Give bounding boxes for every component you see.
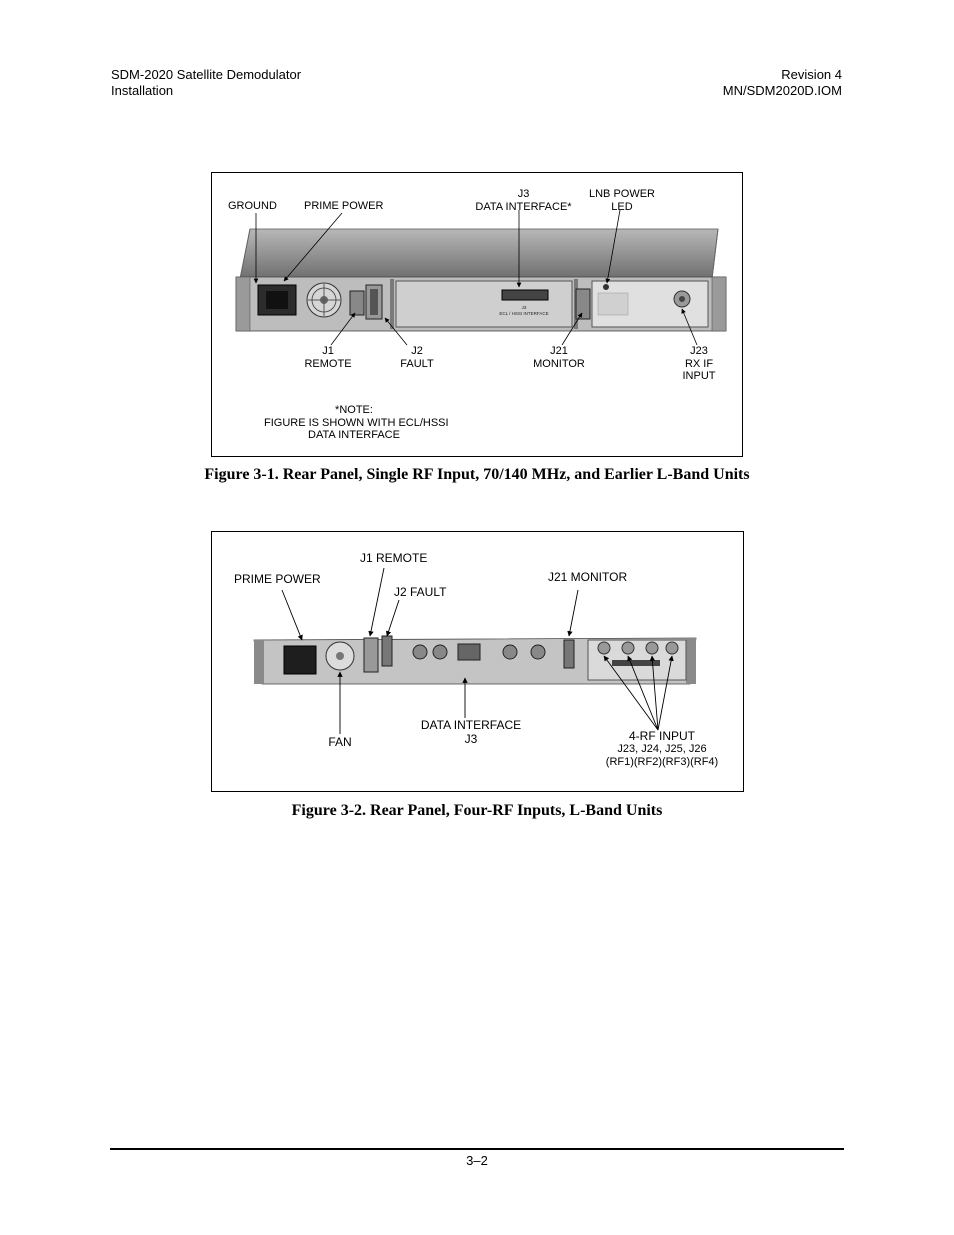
figure-3-1-caption: Figure 3-1. Rear Panel, Single RF Input, 70/140 MHz, and Earlier L-Band Units bbox=[204, 466, 750, 483]
label-j1-remote: J1 REMOTE bbox=[304, 345, 352, 370]
label-j23-rx-if-input: J23 RX IF INPUT bbox=[682, 345, 716, 382]
document-title: SDM-2020 Satellite Demodulator bbox=[111, 67, 302, 82]
figure-3-2-caption: Figure 3-2. Rear Panel, Four-RF Inputs, L-Band Units bbox=[291, 802, 663, 819]
label-data-interface-j3: DATA INTERFACE J3 bbox=[420, 718, 522, 746]
figure-3-1 bbox=[211, 172, 743, 457]
figure-3-2 bbox=[211, 531, 744, 792]
label-j2-fault: J2 FAULT bbox=[394, 585, 447, 599]
svg-text:ECL / HSSI INTERFACE: ECL / HSSI INTERFACE bbox=[499, 311, 549, 316]
figure-note: *NOTE: FIGURE IS SHOWN WITH ECL/HSSI DATA INTERFACE bbox=[264, 404, 449, 441]
label-j2-fault: J2 FAULT bbox=[400, 345, 434, 370]
footer-divider bbox=[110, 1148, 844, 1150]
svg-text:J3: J3 bbox=[521, 305, 527, 310]
label-prime-power: PRIME POWER bbox=[304, 200, 384, 212]
document-number: MN/SDM2020D.IOM bbox=[722, 83, 842, 98]
page-number: 3–2 bbox=[466, 1153, 488, 1168]
label-four-rf-input: 4-RF INPUT J23, J24, J25, J26 (RF1)(RF2)(RF3)(RF4) bbox=[605, 729, 719, 768]
section-name: Installation bbox=[111, 83, 174, 98]
label-ground: GROUND bbox=[228, 200, 277, 212]
label-j21-monitor: J21 MONITOR bbox=[533, 345, 585, 370]
label-fan: FAN bbox=[328, 735, 352, 749]
label-prime-power: PRIME POWER bbox=[234, 572, 321, 586]
label-j21-monitor: J21 MONITOR bbox=[548, 570, 628, 584]
page-header-right bbox=[723, 67, 842, 99]
revision-label: Revision 4 bbox=[781, 67, 842, 82]
label-lnb-power-led: LNB POWER LED bbox=[588, 188, 655, 213]
page-header-left bbox=[111, 67, 301, 99]
label-j3-data-interface: J3 DATA INTERFACE* bbox=[475, 188, 572, 213]
label-j1-remote: J1 REMOTE bbox=[360, 551, 428, 565]
